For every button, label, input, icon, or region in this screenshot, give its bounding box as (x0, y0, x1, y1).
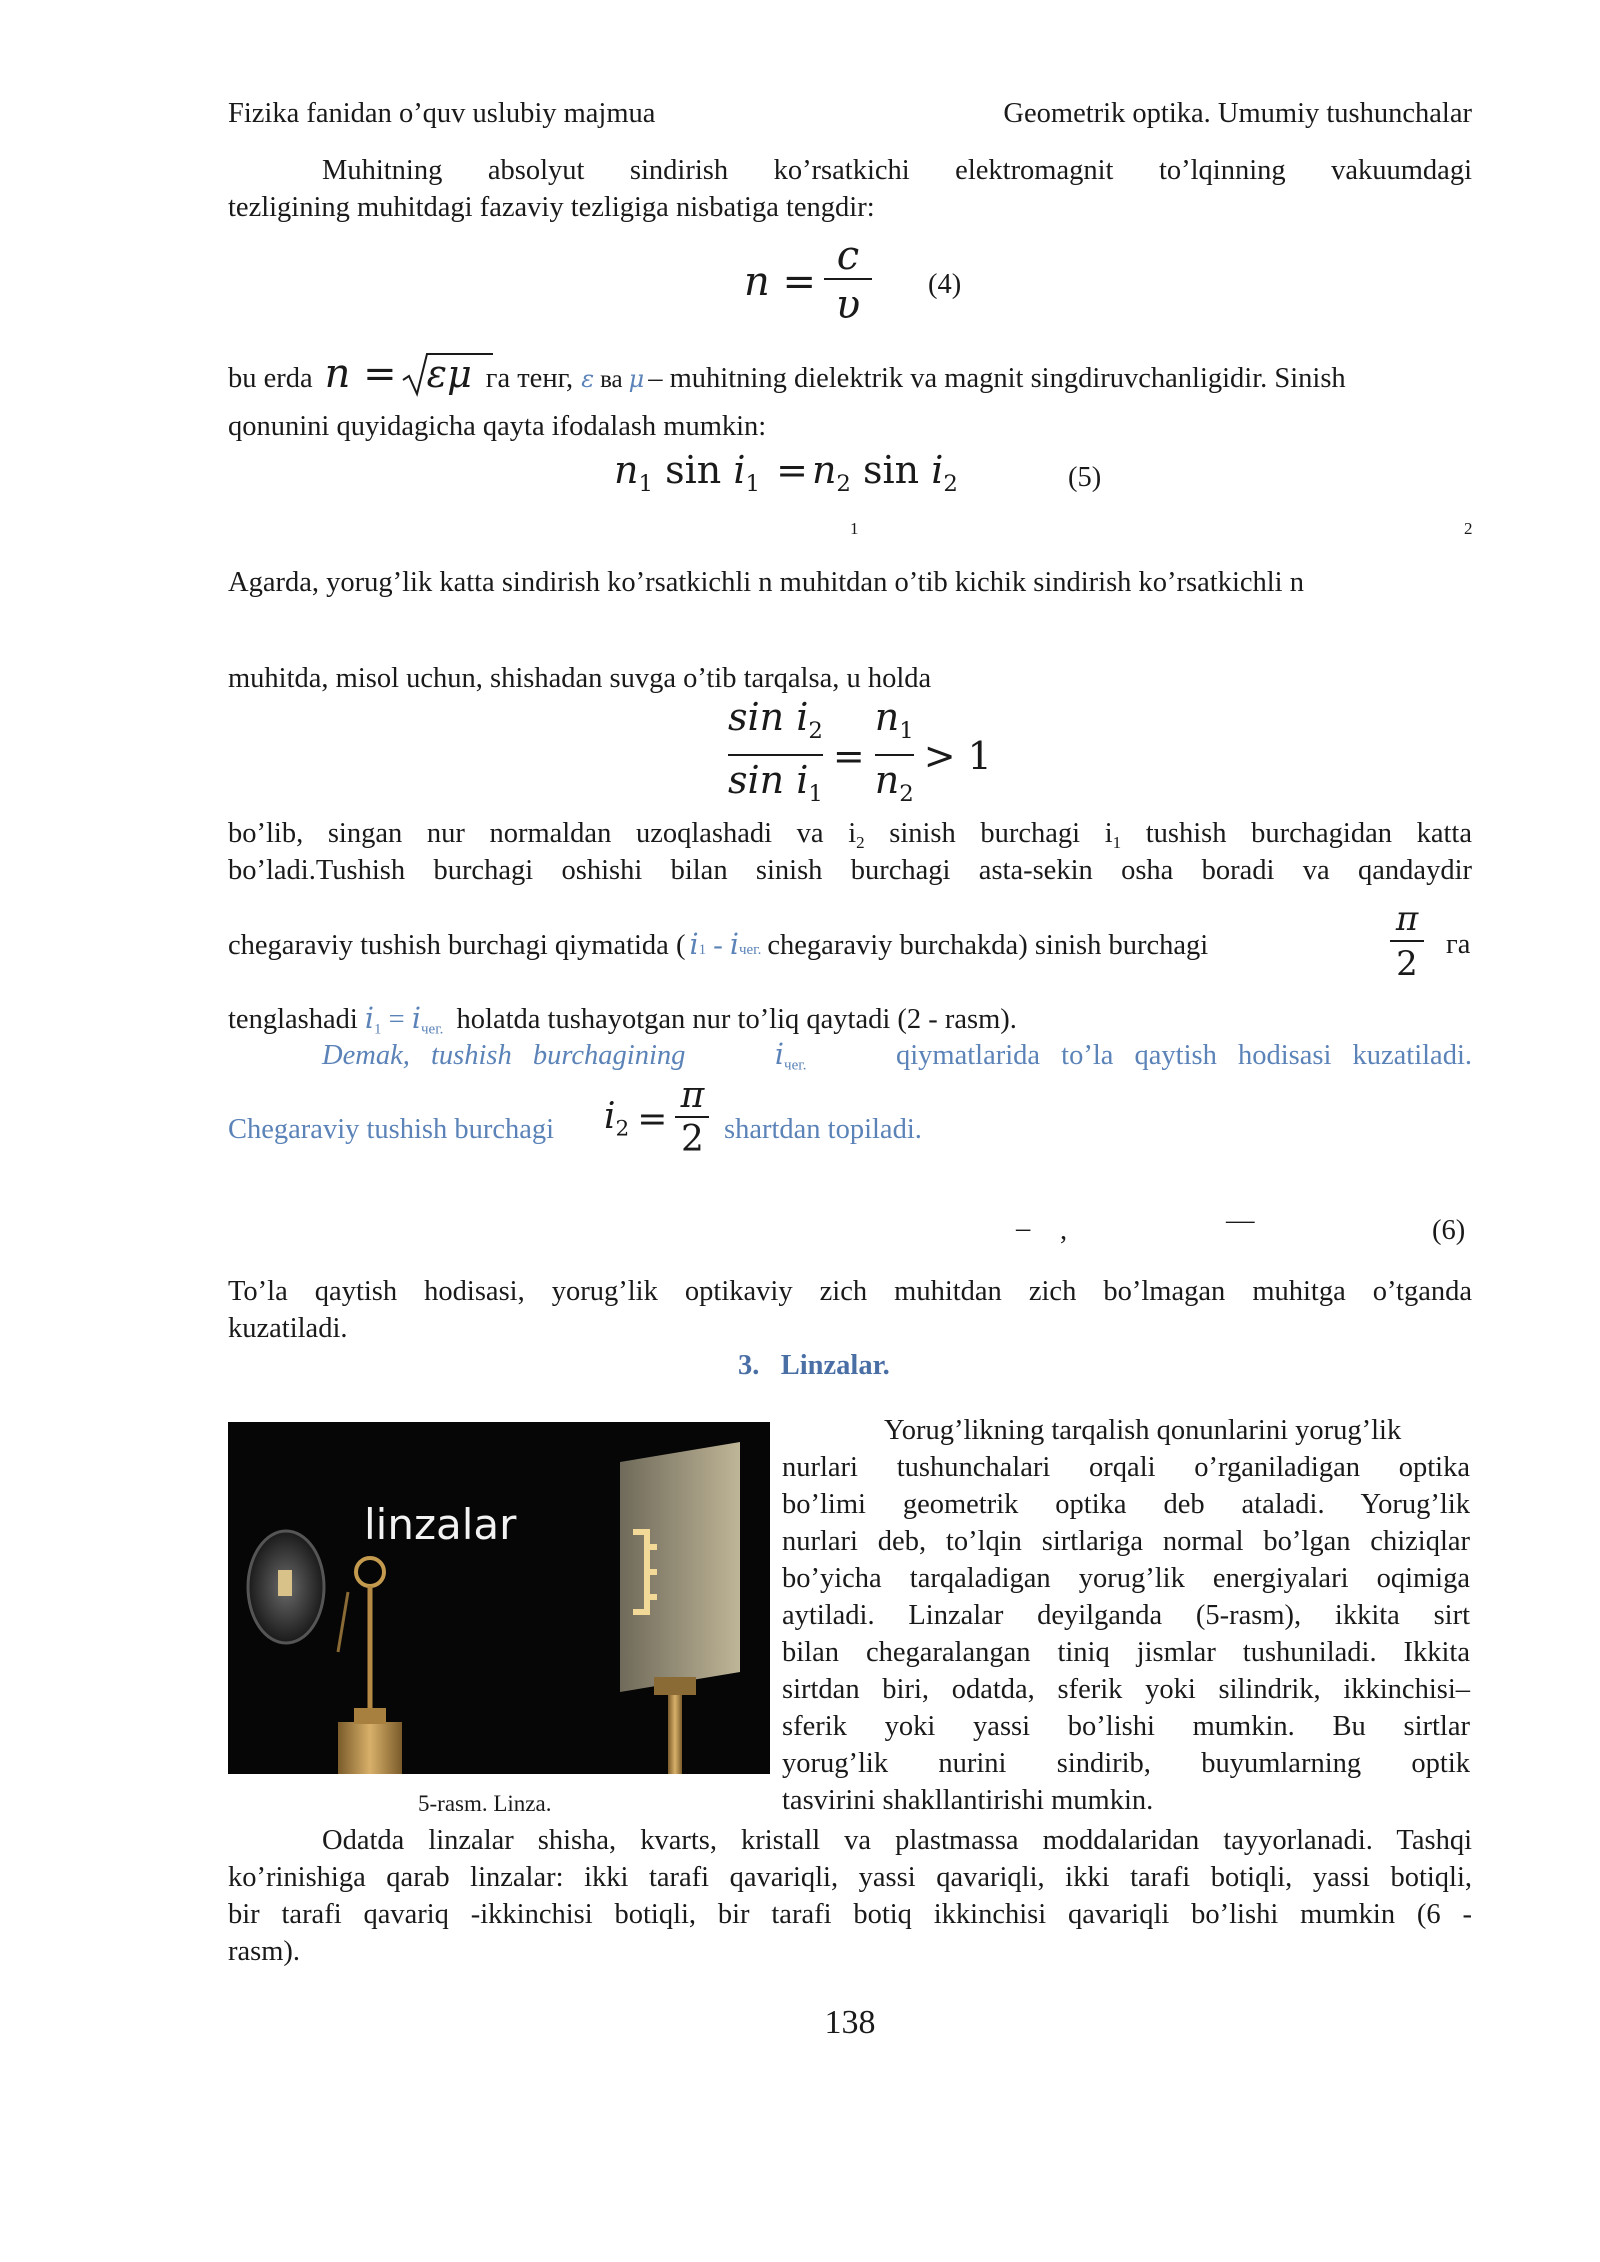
side-text-line: nurlari deb, to’lqin sirtlariga normal bo’lgan chiziqlar (782, 1526, 1470, 1557)
equation-4-numerator: c (836, 233, 860, 279)
p4-line4-i1-sub: 1 (374, 1021, 382, 1038)
p4-line1-a: bo’lib, singan nur normaldan uzoqlashadi va i (228, 818, 857, 849)
ratio-equals: = (832, 733, 865, 778)
figure-caption: 5-rasm. Linza. (418, 1791, 552, 1816)
ratio-den1-sub: 1 (808, 780, 823, 807)
p5-i2-sub: 2 (615, 1116, 630, 1142)
side-text-line: bo’limi geometrik optika deb ataladi. Yorug’lik (782, 1489, 1470, 1520)
paragraph-7-line-1: Odatda linzalar shisha, kvarts, kristall va plastmassa moddalaridan tayyorlanadi. Tashqi (322, 1825, 1472, 1856)
side-text-line: sferik yoki yassi bo’lishi mumkin. Bu sirtlar (782, 1711, 1470, 1742)
paragraph-3-line-2: muhitda, misol uchun, shishadan suvga o’tib tarqalsa, u holda (228, 663, 932, 694)
sqrt-eps-mu (401, 352, 472, 396)
eq5-n1-sub: 1 (638, 470, 653, 497)
symbol-mu: μ (628, 365, 645, 393)
ratio-num2-sub: 1 (899, 717, 914, 744)
paragraph-7-line-4: rasm). (228, 1936, 301, 1967)
ratio-numerator-1 (728, 694, 823, 754)
stray-subscript-2: 2 (1464, 519, 1473, 538)
p4-line3-i-sub: 1 (698, 942, 707, 958)
figure-lenses-photo (228, 1422, 770, 1774)
p4-line3-i: i (689, 928, 699, 961)
ratio-fraction-sin (728, 694, 823, 818)
p4-line3-dash: - (706, 930, 730, 961)
header-right: Geometrik optika. Umumiy tushunchalar (1003, 98, 1472, 129)
critical-angle-formula (604, 1076, 709, 1162)
paragraph-2-line-2: qonunini quyidagicha qayta ifodalash mumkin: (228, 411, 767, 442)
text-ga: га (1446, 929, 1471, 960)
ratio-num2-text: n (874, 695, 900, 739)
p4-line3-b: chegaraviy burchakda) sinish burchagi (767, 930, 1209, 961)
paragraph-4-line-2: bo’ladi.Tushish burchagi oshishi bilan sinish burchagi asta-sekin osha boradi va qandaydir (228, 855, 1472, 886)
section-title: 3. Linzalar. (738, 1350, 890, 1381)
ratio-denominator-2 (875, 756, 914, 818)
paragraph-2-line-1 (228, 351, 1472, 398)
ratio-fraction-n (875, 694, 914, 818)
p4-line1-sub-a: 2 (856, 832, 865, 852)
p4-line1-sub-b: 1 (1112, 832, 1122, 852)
stray-subscript-1: 1 (850, 519, 859, 538)
equation-5 (614, 448, 958, 497)
p4-line3-a: chegaraviy tushish burchagi qiymatida ( (228, 930, 686, 961)
equation-6-dash: – (1016, 1213, 1031, 1244)
p4-line1-c: tushish burchagidan katta (1121, 818, 1472, 849)
ratio-numerator-2 (875, 694, 914, 754)
two-symbol: 2 (1396, 944, 1418, 984)
side-text-line: nurlari tushunchalari orqali o’rganiladigan optika (782, 1452, 1470, 1483)
figure-overlay-text: linzalar (364, 1500, 517, 1549)
paragraph-1-line-2: tezligining muhitdagi fazaviy tezligiga nisbatiga tengdir: (228, 192, 875, 223)
p5-line1-i-sub: чег. (784, 1057, 807, 1074)
eq5-i1-sub: 1 (745, 470, 760, 497)
p5-line1-b: qiymatlarida to’la qaytish hodisasi kuzatiladi. (896, 1040, 1472, 1071)
pi-symbol: π (680, 1075, 705, 1116)
pi-over-two-1-fraction (1390, 898, 1424, 986)
side-text-line: Yorug’likning tarqalish qonunlarini yorug’lik (884, 1415, 1402, 1446)
p5-line1-i-wrap (775, 1036, 807, 1084)
paragraph-5-line-1 (322, 1036, 1472, 1084)
paragraph-5-line-2-b: shartdan topiladi. (724, 1114, 922, 1145)
sqrt-radicand: εμ (426, 352, 472, 396)
symbol-epsilon: ε (581, 365, 595, 393)
eq5-i2-sub: 2 (943, 470, 958, 497)
p5-line1-i: i (774, 1038, 785, 1071)
eq5-n1: n (614, 448, 639, 492)
ratio-den1-text: sin i (728, 757, 809, 802)
paragraph-4-line-3 (228, 926, 1472, 969)
p5-line1-a: Demak, tushish burchagining (322, 1040, 686, 1071)
side-text-line: bilan chegaralangan tiniq jismlar tushuniladi. Ikkita (782, 1637, 1470, 1668)
ratio-den2-sub: 2 (899, 780, 914, 807)
paragraph-7-line-2: ko’rinishiga qarab linzalar: ikki tarafi qavariqli, yassi qavariqli, ikki tarafi botiqli, yassi botiqli, (228, 1862, 1472, 1893)
ratio-greater-than: > 1 (923, 733, 992, 778)
paragraph-7-line-3: bir tarafi qavariq -ikkinchisi botiqli, bir tarafi botiq ikkinchisi qavariqli bo’lishi mumkin (6 - (228, 1899, 1472, 1930)
p4-line3-icheg: i (729, 928, 739, 961)
paragraph-1-line-1: Muhitning absolyut sindirish ko’rsatkichi elektromagnit to’lqinning vakuumdagi (322, 155, 1472, 186)
eq5-n2: n (811, 448, 837, 492)
text-bu-erda: bu erda (228, 363, 313, 394)
p4-line4-a: tenglashadi (228, 1004, 365, 1035)
equation-4-lhs: n = (744, 259, 816, 305)
ratio-denominator-1 (728, 756, 823, 818)
eq5-i2: i (931, 448, 944, 492)
equation-4-label: (4) (928, 269, 962, 300)
p5-equals: = (637, 1098, 668, 1140)
p5-i2: i (604, 1096, 616, 1138)
eq5-sin2: sin (863, 448, 920, 492)
pi-over-two-1 (1390, 898, 1424, 986)
equation-4 (744, 234, 872, 330)
pi-over-two-2 (675, 1076, 709, 1162)
p4-line3-icheg-sub: чег. (738, 942, 762, 958)
header-left: Fizika fanidan o’quv uslubiy majmua (228, 98, 656, 129)
page-number: 138 (824, 2004, 876, 2041)
eq5-sin1: sin (665, 448, 722, 492)
p4-line4-icheg-sub: чег. (421, 1021, 444, 1038)
side-text-line: tasvirini shakllantirishi mumkin. (782, 1785, 1154, 1816)
p4-line4-b: holatda tushayotgan nur to’liq qaytadi (2 - rasm). (449, 1004, 1017, 1035)
p4-line1-b: sinish burchagi i (864, 818, 1113, 849)
p4-line4-icheg: i (411, 1002, 421, 1035)
paragraph-2-rest: – muhitning dielektrik va magnit singdiruvchanligidir. Sinish (648, 363, 1346, 394)
sqrt-icon (401, 350, 493, 398)
eq5-equals: = (776, 448, 808, 492)
ratio-num1-sub: 2 (808, 717, 823, 744)
side-text-line: yorug’lik nurini sindirib, buyumlarning optik (782, 1748, 1470, 1779)
text-ga-teng: га тенг, (485, 363, 574, 394)
text-va: ва (600, 366, 623, 393)
p4-line4-i1: i (364, 1002, 375, 1035)
eq5-n2-sub: 2 (836, 470, 851, 497)
equation-6-bar: — (1226, 1205, 1255, 1236)
critical-angle-i2 (604, 1096, 629, 1142)
paragraph-5-line-2-a: Chegaraviy tushish burchagi (228, 1114, 555, 1145)
formula-n-equals: n = (324, 351, 397, 397)
equation-4-denominator: υ (835, 282, 861, 328)
paragraph-6-line-2: kuzatiladi. (228, 1313, 348, 1344)
equation-5-label: (5) (1068, 462, 1102, 493)
equation-6-label: (6) (1432, 1215, 1466, 1246)
equation-6-comma: , (1060, 1215, 1068, 1246)
side-text-line: aytiladi. Linzalar deyilganda (5-rasm), ikkita sirt (782, 1600, 1470, 1631)
equation-ratio (728, 694, 992, 818)
paragraph-3-line-1: Agarda, yorug’lik katta sindirish ko’rsatkichli n muhitdan o’tib kichik sindirish ko’rsatkichli n (228, 567, 1304, 598)
two-symbol: 2 (680, 1119, 704, 1160)
lens-setup-image (228, 1422, 770, 1774)
side-text-line: sirtdan biri, odatda, sferik yoki silindrik, ikkinchisi– (782, 1674, 1470, 1705)
side-text-line: bo’yicha tarqaladigan yorug’lik energiyalari oqimiga (782, 1563, 1470, 1594)
ratio-den2-text: n (874, 757, 900, 802)
side-text-block (782, 1412, 1470, 1819)
paragraph-6-line-1: To’la qaytish hodisasi, yorug’lik optikaviy zich muhitdan zich bo’lmagan muhitga o’tganda (228, 1276, 1472, 1307)
equation-4-fraction (824, 234, 872, 330)
eq5-i1: i (733, 448, 746, 492)
p4-line4-eq: = (381, 1004, 412, 1035)
pi-symbol: π (1395, 899, 1419, 939)
ratio-num1-text: sin i (728, 695, 809, 739)
